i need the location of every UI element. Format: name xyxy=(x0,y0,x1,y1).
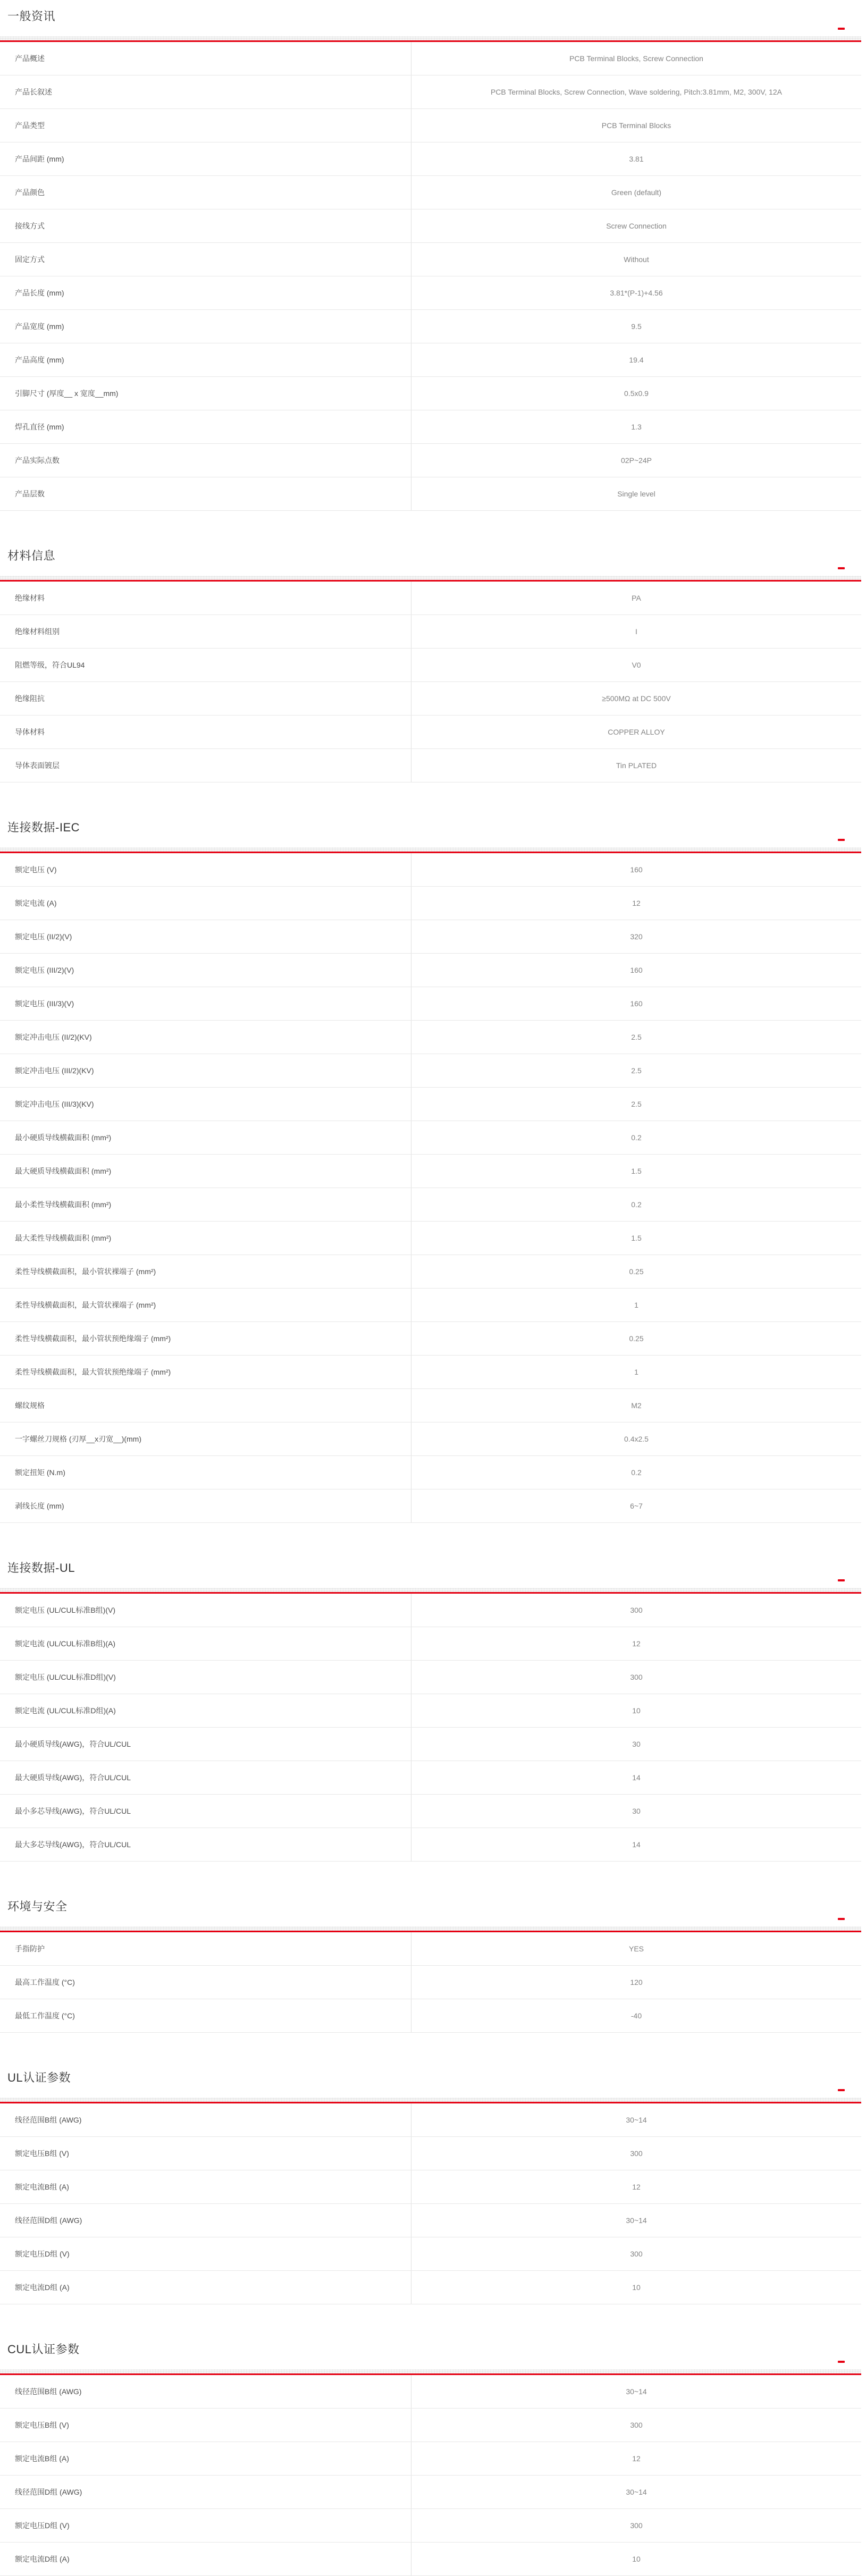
spec-value: 14 xyxy=(632,1840,641,1849)
spec-row xyxy=(0,1322,861,1356)
spec-value: 160 xyxy=(630,865,643,874)
spec-row xyxy=(0,343,861,377)
spec-value: PCB Terminal Blocks, Screw Connection, Wave soldering, Pitch:3.81mm, M2, 300V, 12A xyxy=(490,88,783,96)
spec-row xyxy=(0,2476,861,2509)
spec-row xyxy=(0,243,861,276)
spec-value: ≥500MΩ at DC 500V xyxy=(602,694,671,703)
spec-value: 300 xyxy=(630,2149,643,2158)
section-title: 环境与安全 xyxy=(7,1900,68,1913)
spec-label: 额定冲击电压 (III/3)(KV) xyxy=(0,1088,411,1121)
spec-label: 柔性导线横截面积，最小管状预绝缘端子 (mm²) xyxy=(0,1322,411,1355)
spec-label: 额定电流 (UL/CUL标准B组)(A) xyxy=(0,1627,411,1660)
spec-table xyxy=(0,42,861,511)
spec-label: 产品层数 xyxy=(0,477,411,510)
spec-label: 柔性导线横截面积，最大管状裸端子 (mm²) xyxy=(0,1289,411,1321)
spec-label: 额定电压 (UL/CUL标准D组)(V) xyxy=(0,1661,411,1694)
spec-section xyxy=(0,548,861,782)
spec-row xyxy=(0,1422,861,1456)
spec-section xyxy=(0,2342,861,2576)
spec-row xyxy=(0,2237,861,2271)
spec-row xyxy=(0,1627,861,1661)
spec-value: 10 xyxy=(632,2283,641,2292)
spec-value: Without xyxy=(624,255,649,264)
spec-row xyxy=(0,42,861,75)
spec-label: 额定电压D组 (V) xyxy=(0,2237,411,2270)
spec-row xyxy=(0,1356,861,1389)
spec-label: 柔性导线横截面积，最小管状裸端子 (mm²) xyxy=(0,1255,411,1288)
spec-table xyxy=(0,1594,861,1862)
spec-value: 30~14 xyxy=(626,2216,647,2225)
spec-section xyxy=(0,2070,861,2304)
spec-table xyxy=(0,2103,861,2304)
spec-value: 12 xyxy=(632,2454,641,2463)
spec-row xyxy=(0,2409,861,2442)
section-header xyxy=(0,1899,861,1926)
spec-row xyxy=(0,2509,861,2543)
spec-value: 0.5x0.9 xyxy=(624,389,649,398)
dotted-divider xyxy=(0,2369,861,2373)
spec-label: 绝缘材料 xyxy=(0,582,411,614)
spec-section xyxy=(0,9,861,511)
spec-label: 额定冲击电压 (III/2)(KV) xyxy=(0,1054,411,1087)
dotted-divider xyxy=(0,1926,861,1931)
spec-value: 120 xyxy=(630,1978,643,1986)
dotted-divider xyxy=(0,576,861,580)
spec-value: 1 xyxy=(634,1301,638,1309)
spec-row xyxy=(0,176,861,209)
collapse-minus-icon[interactable] xyxy=(838,2089,845,2091)
spec-row xyxy=(0,1828,861,1862)
spec-value: 300 xyxy=(630,1673,643,1681)
spec-label: 产品类型 xyxy=(0,109,411,142)
spec-row xyxy=(0,1088,861,1121)
spec-label: 额定电压B组 (V) xyxy=(0,2409,411,2442)
spec-label: 一字螺丝刀规格 (刃厚__x刃宽__)(mm) xyxy=(0,1422,411,1455)
spec-value: COPPER ALLOY xyxy=(608,728,665,736)
spec-value: PA xyxy=(632,594,641,602)
section-header xyxy=(0,2342,861,2369)
spec-label: 产品高度 (mm) xyxy=(0,343,411,376)
section-header xyxy=(0,9,861,36)
spec-label: 接线方式 xyxy=(0,209,411,242)
spec-label: 产品实际点数 xyxy=(0,444,411,477)
spec-section xyxy=(0,1899,861,2033)
spec-label: 最大硬质导线横截面积 (mm²) xyxy=(0,1155,411,1188)
spec-value: M2 xyxy=(631,1401,642,1410)
spec-row xyxy=(0,1456,861,1489)
spec-value: 10 xyxy=(632,2555,641,2563)
spec-row xyxy=(0,209,861,243)
spec-row xyxy=(0,615,861,649)
spec-row xyxy=(0,377,861,410)
spec-row xyxy=(0,75,861,109)
spec-value: 320 xyxy=(630,932,643,941)
spec-label: 线径范围B组 (AWG) xyxy=(0,2375,411,2408)
spec-label: 额定电流D组 (A) xyxy=(0,2271,411,2304)
spec-value: 0.25 xyxy=(629,1334,644,1343)
collapse-minus-icon[interactable] xyxy=(838,1918,845,1920)
section-header xyxy=(0,2070,861,2098)
spec-label: 额定电流B组 (A) xyxy=(0,2442,411,2475)
spec-label: 柔性导线横截面积，最大管状预绝缘端子 (mm²) xyxy=(0,1356,411,1388)
spec-row xyxy=(0,1966,861,1999)
spec-value: 1.5 xyxy=(631,1167,642,1175)
dotted-divider xyxy=(0,2098,861,2102)
spec-value: 3.81*(P-1)+4.56 xyxy=(610,289,663,297)
spec-value: 0.2 xyxy=(631,1133,642,1142)
spec-row xyxy=(0,1389,861,1422)
spec-label: 绝缘材料组别 xyxy=(0,615,411,648)
spec-row xyxy=(0,1761,861,1795)
spec-value: 12 xyxy=(632,899,641,907)
spec-section xyxy=(0,820,861,1523)
spec-row xyxy=(0,410,861,444)
dotted-divider xyxy=(0,847,861,852)
spec-row xyxy=(0,582,861,615)
spec-row xyxy=(0,987,861,1021)
spec-value: 14 xyxy=(632,1773,641,1782)
spec-row xyxy=(0,2271,861,2304)
spec-row xyxy=(0,1795,861,1828)
spec-row xyxy=(0,2137,861,2170)
spec-label: 产品长叙述 xyxy=(0,75,411,108)
spec-row xyxy=(0,1155,861,1188)
spec-label: 线径范围B组 (AWG) xyxy=(0,2103,411,2136)
spec-value: 1.5 xyxy=(631,1234,642,1242)
spec-value: 0.2 xyxy=(631,1468,642,1477)
spec-row xyxy=(0,2375,861,2409)
spec-label: 螺纹规格 xyxy=(0,1389,411,1422)
spec-table xyxy=(0,1932,861,2033)
spec-value: 30 xyxy=(632,1807,641,1815)
spec-value: PCB Terminal Blocks, Screw Connection xyxy=(569,54,703,63)
spec-label: 手指防护 xyxy=(0,1932,411,1965)
spec-row xyxy=(0,1121,861,1155)
spec-table xyxy=(0,853,861,1523)
spec-row xyxy=(0,109,861,142)
spec-table xyxy=(0,582,861,782)
spec-label: 额定电流D组 (A) xyxy=(0,2543,411,2575)
spec-label: 额定电流 (A) xyxy=(0,887,411,920)
spec-label: 最低工作温度 (°C) xyxy=(0,1999,411,2032)
spec-label: 额定电压 (V) xyxy=(0,853,411,886)
dotted-divider xyxy=(0,1588,861,1592)
spec-value: 19.4 xyxy=(629,356,644,364)
spec-row xyxy=(0,477,861,511)
spec-label: 最大硬质导线(AWG)，符合UL/CUL xyxy=(0,1761,411,1794)
spec-label: 导体材料 xyxy=(0,715,411,748)
spec-value: 1.3 xyxy=(631,423,642,431)
section-title: UL认证参数 xyxy=(7,2071,71,2084)
spec-value: 160 xyxy=(630,999,643,1008)
spec-row xyxy=(0,1054,861,1088)
spec-label: 产品颜色 xyxy=(0,176,411,209)
section-header xyxy=(0,548,861,576)
spec-value: 2.5 xyxy=(631,1100,642,1108)
collapse-minus-icon[interactable] xyxy=(838,28,845,30)
spec-row xyxy=(0,444,861,477)
spec-label: 产品概述 xyxy=(0,42,411,75)
spec-value: 300 xyxy=(630,2250,643,2258)
spec-value: 0.4x2.5 xyxy=(624,1435,649,1443)
spec-row xyxy=(0,1728,861,1761)
spec-label: 额定电压 (III/3)(V) xyxy=(0,987,411,1020)
spec-label: 额定电流B组 (A) xyxy=(0,2170,411,2203)
spec-label: 剥线长度 (mm) xyxy=(0,1489,411,1522)
spec-label: 最小柔性导线横截面积 (mm²) xyxy=(0,1188,411,1221)
spec-label: 最小硬质导线横截面积 (mm²) xyxy=(0,1121,411,1154)
spec-value: 6~7 xyxy=(630,1502,643,1510)
spec-value: 30 xyxy=(632,1740,641,1748)
spec-row xyxy=(0,749,861,782)
section-title: 一般资讯 xyxy=(7,10,56,23)
spec-value: 300 xyxy=(630,2521,643,2530)
collapse-minus-icon[interactable] xyxy=(838,1579,845,1581)
spec-section xyxy=(0,1560,861,1862)
spec-row xyxy=(0,2442,861,2476)
spec-row xyxy=(0,1932,861,1966)
spec-value: 12 xyxy=(632,2183,641,2191)
spec-sections xyxy=(0,9,866,2576)
spec-value: 30~14 xyxy=(626,2488,647,2496)
spec-label: 额定电压 (III/2)(V) xyxy=(0,954,411,987)
spec-label: 最小硬质导线(AWG)，符合UL/CUL xyxy=(0,1728,411,1761)
spec-table xyxy=(0,2375,861,2576)
section-title: 连接数据-IEC xyxy=(7,821,80,834)
spec-value: Tin PLATED xyxy=(616,761,657,770)
spec-label: 产品间距 (mm) xyxy=(0,142,411,175)
spec-row xyxy=(0,853,861,887)
spec-label: 固定方式 xyxy=(0,243,411,276)
dotted-divider xyxy=(0,36,861,40)
section-title: 连接数据-UL xyxy=(7,1561,75,1575)
spec-row xyxy=(0,715,861,749)
spec-value: Single level xyxy=(617,490,655,498)
spec-row xyxy=(0,2170,861,2204)
spec-value: 3.81 xyxy=(629,155,644,163)
spec-value: 9.5 xyxy=(631,322,642,331)
spec-row xyxy=(0,1594,861,1627)
spec-row xyxy=(0,1188,861,1222)
spec-row xyxy=(0,1999,861,2033)
spec-label: 额定冲击电压 (II/2)(KV) xyxy=(0,1021,411,1054)
spec-row xyxy=(0,1222,861,1255)
spec-label: 最小多芯导线(AWG)，符合UL/CUL xyxy=(0,1795,411,1828)
section-header xyxy=(0,820,861,847)
spec-row xyxy=(0,310,861,343)
spec-label: 额定电压B组 (V) xyxy=(0,2137,411,2170)
spec-value: 30~14 xyxy=(626,2116,647,2124)
spec-row xyxy=(0,142,861,176)
spec-value: 2.5 xyxy=(631,1066,642,1075)
spec-row xyxy=(0,1661,861,1694)
spec-value: PCB Terminal Blocks xyxy=(601,121,671,130)
spec-row xyxy=(0,1694,861,1728)
spec-row xyxy=(0,276,861,310)
spec-value: -40 xyxy=(630,2011,642,2020)
spec-value: 12 xyxy=(632,1639,641,1648)
spec-label: 额定电压 (UL/CUL标准B组)(V) xyxy=(0,1594,411,1627)
collapse-minus-icon[interactable] xyxy=(838,839,845,841)
spec-value: 1 xyxy=(634,1368,638,1376)
spec-row xyxy=(0,1489,861,1523)
spec-row xyxy=(0,920,861,954)
spec-label: 线径范围D组 (AWG) xyxy=(0,2476,411,2508)
spec-label: 引脚尺寸 (厚度__ x 宽度__mm) xyxy=(0,377,411,410)
spec-value: 2.5 xyxy=(631,1033,642,1041)
spec-value: 0.2 xyxy=(631,1200,642,1209)
spec-value: 30~14 xyxy=(626,2387,647,2396)
spec-value: 02P~24P xyxy=(621,456,652,465)
spec-row xyxy=(0,954,861,987)
spec-row xyxy=(0,1021,861,1054)
spec-value: I xyxy=(635,627,637,636)
spec-label: 导体表面镀层 xyxy=(0,749,411,782)
spec-value: 10 xyxy=(632,1706,641,1715)
spec-value: 0.25 xyxy=(629,1267,644,1276)
spec-value: Screw Connection xyxy=(606,222,667,230)
spec-row xyxy=(0,1289,861,1322)
spec-label: 阻燃等级，符合UL94 xyxy=(0,649,411,681)
spec-row xyxy=(0,887,861,920)
section-title: CUL认证参数 xyxy=(7,2343,80,2356)
spec-label: 额定电压 (II/2)(V) xyxy=(0,920,411,953)
spec-label: 最大多芯导线(AWG)，符合UL/CUL xyxy=(0,1828,411,1861)
spec-row xyxy=(0,649,861,682)
spec-label: 额定电压D组 (V) xyxy=(0,2509,411,2542)
spec-label: 焊孔直径 (mm) xyxy=(0,410,411,443)
section-title: 材料信息 xyxy=(7,549,56,562)
spec-label: 额定扭矩 (N.m) xyxy=(0,1456,411,1489)
spec-label: 绝缘阻抗 xyxy=(0,682,411,715)
spec-label: 额定电流 (UL/CUL标准D组)(A) xyxy=(0,1694,411,1727)
section-header xyxy=(0,1560,861,1588)
spec-label: 产品长度 (mm) xyxy=(0,276,411,309)
spec-value: Green (default) xyxy=(611,188,662,197)
spec-value: 300 xyxy=(630,2421,643,2429)
spec-value: V0 xyxy=(632,661,641,669)
spec-label: 产品宽度 (mm) xyxy=(0,310,411,343)
spec-label: 最大柔性导线横截面积 (mm²) xyxy=(0,1222,411,1255)
spec-row xyxy=(0,682,861,715)
spec-value: 300 xyxy=(630,1606,643,1614)
spec-row xyxy=(0,2204,861,2237)
spec-row xyxy=(0,2103,861,2137)
spec-value: 160 xyxy=(630,966,643,974)
collapse-minus-icon[interactable] xyxy=(838,2361,845,2363)
spec-label: 线径范围D组 (AWG) xyxy=(0,2204,411,2237)
spec-value: YES xyxy=(628,1944,644,1953)
collapse-minus-icon[interactable] xyxy=(838,567,845,569)
spec-label: 最高工作温度 (°C) xyxy=(0,1966,411,1999)
spec-row xyxy=(0,1255,861,1289)
